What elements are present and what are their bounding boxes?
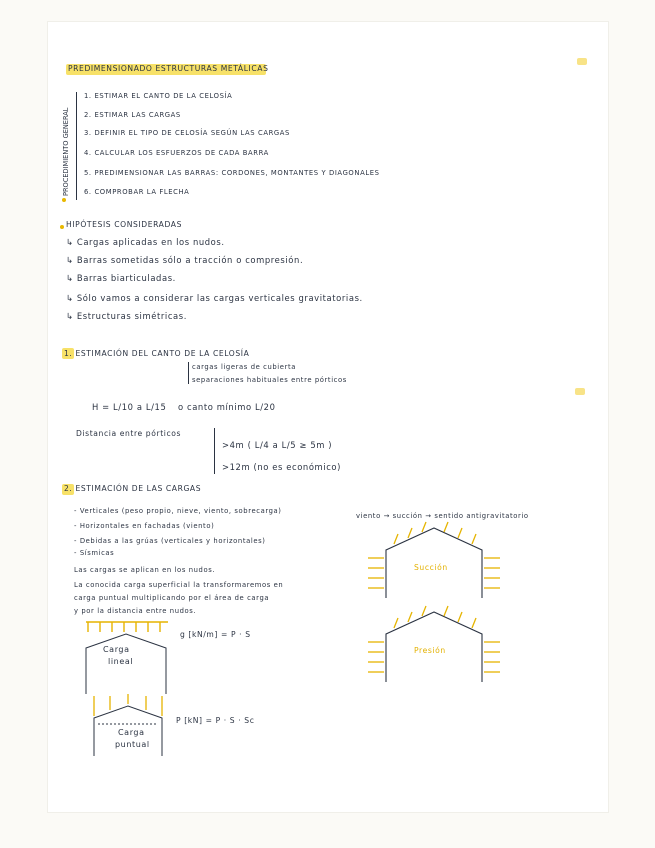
section2-load-2: - Horizontales en fachadas (viento) [74, 522, 215, 530]
hypothesis-3: ↳ Barras biarticuladas. [66, 273, 176, 283]
section2-note-4: y por la distancia entre nudos. [74, 607, 197, 615]
section2-wind-note: viento → succión → sentido antigravitatorio [356, 512, 529, 520]
procedure-bracket [76, 92, 77, 200]
linear-load-label-2: lineal [108, 657, 134, 666]
section1-note-2: separaciones habituales entre pórticos [192, 376, 347, 384]
pressure-label: Presión [414, 646, 446, 655]
section2-heading: 2. ESTIMACIÓN DE LAS CARGAS [64, 484, 202, 493]
procedure-bullet [62, 198, 66, 202]
hypotheses-bullet [60, 225, 64, 229]
formula-p: P [kN] = P · S · Sc [176, 716, 255, 725]
procedure-step-3: 3. DEFINIR EL TIPO DE CELOSÍA SEGÚN LAS CARGAS [84, 129, 290, 137]
corner-tag-middle [575, 388, 585, 395]
section1-heading: 1. ESTIMACIÓN DEL CANTO DE LA CELOSÍA [64, 349, 250, 358]
procedure-step-5: 5. PREDIMENSIONAR LAS BARRAS: CORDONES, MONTANTES Y DIAGONALES [84, 169, 380, 177]
section2-note-2: La conocida carga superficial la transformaremos en [74, 581, 284, 589]
procedure-side-label: PROCEDIMIENTO GENERAL [62, 107, 70, 196]
linear-load-label-1: Carga [103, 645, 130, 654]
hypothesis-5: ↳ Estructuras simétricas. [66, 311, 187, 321]
section1-distance-bracket [214, 428, 215, 474]
formula-g: g [kN/m] = P · S [180, 630, 251, 639]
procedure-step-2: 2. ESTIMAR LAS CARGAS [84, 111, 181, 119]
section2-note-1: Las cargas se aplican en los nudos. [74, 566, 216, 574]
hypothesis-4: ↳ Sólo vamos a considerar las cargas verticales gravitatorias. [66, 293, 363, 303]
section1-note-1: cargas ligeras de cubierta [192, 363, 297, 371]
section2-note-3: carga puntual multiplicando por el área de carga [74, 594, 270, 602]
page-title: PREDIMENSIONADO ESTRUCTURAS METÁLICAS [68, 64, 269, 73]
section2-load-3: - Debidas a las grúas (verticales y horizontales) [74, 537, 266, 545]
section1-formula-h: H = L/10 a L/15 [92, 402, 167, 412]
hypothesis-1: ↳ Cargas aplicadas en los nudos. [66, 237, 225, 247]
section1-formula-min: o canto mínimo L/20 [178, 402, 276, 412]
suction-frame-sketch [364, 522, 504, 602]
procedure-step-1: 1. ESTIMAR EL CANTO DE LA CELOSÍA [84, 92, 233, 100]
section2-load-1: - Verticales (peso propio, nieve, viento, sobrecarga) [74, 507, 282, 515]
section1-distance-rule-2: >12m (no es económico) [222, 462, 342, 472]
punctual-load-label-2: puntual [115, 740, 150, 749]
suction-label: Succión [414, 563, 448, 572]
procedure-step-6: 6. COMPROBAR LA FLECHA [84, 188, 190, 196]
section1-distance-rule-1: >4m ( L/4 a L/5 ≥ 5m ) [222, 440, 333, 450]
procedure-step-4: 4. CALCULAR LOS ESFUERZOS DE CADA BARRA [84, 149, 269, 157]
section1-notes-bracket [188, 362, 189, 384]
hypotheses-heading: HIPÓTESIS CONSIDERADAS [66, 220, 182, 229]
pressure-frame-sketch [364, 604, 504, 684]
hypothesis-2: ↳ Barras sometidas sólo a tracción o compresión. [66, 255, 304, 265]
section1-distance-label: Distancia entre pórticos [76, 429, 182, 438]
corner-tag-top [577, 58, 587, 65]
punctual-load-label-1: Carga [118, 728, 145, 737]
section2-load-4: - Sísmicas [74, 549, 115, 557]
